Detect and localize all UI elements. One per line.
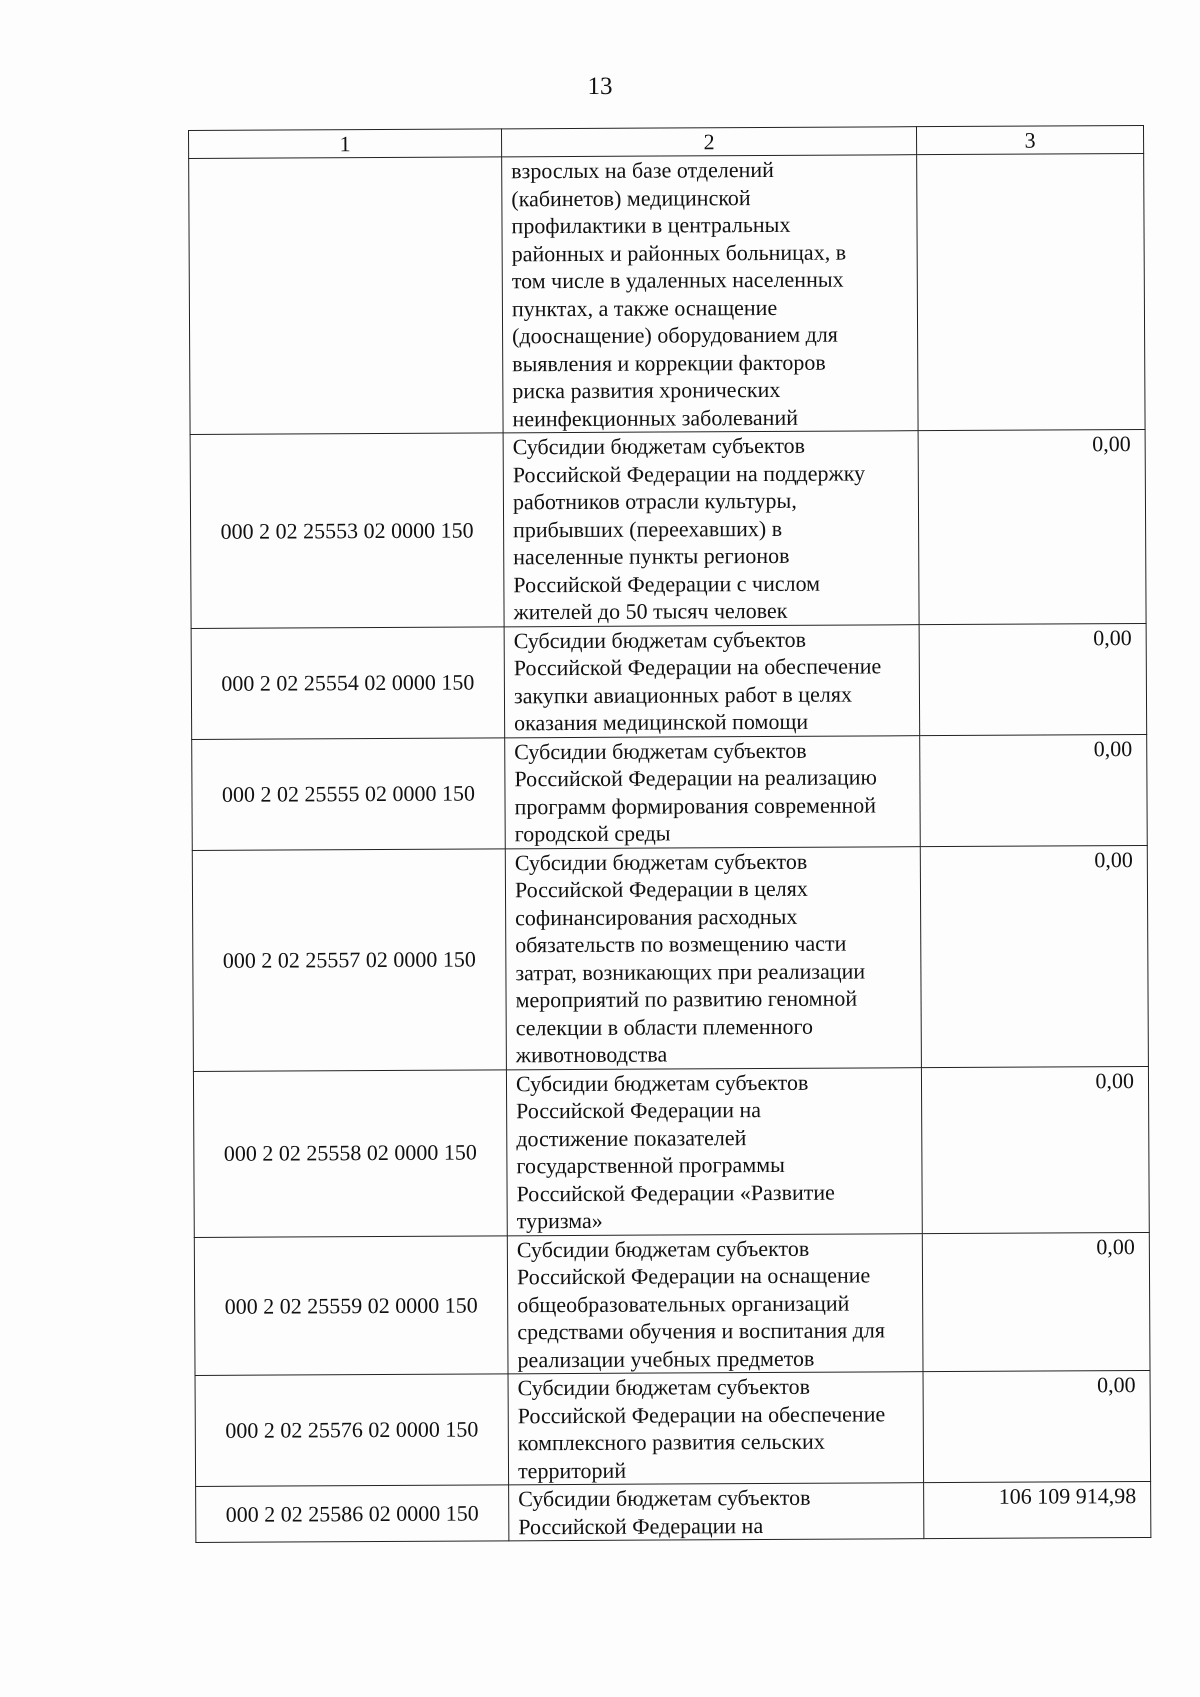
table-row	[191, 623, 1147, 739]
row-code	[189, 157, 503, 435]
row-amount: 0,00	[920, 845, 1148, 1067]
column-header-3: 3	[916, 125, 1143, 154]
row-amount	[917, 153, 1145, 430]
row-description	[505, 735, 921, 848]
row-code: 000 2 02 25586 02 0000 150	[196, 1485, 509, 1543]
row-description	[504, 624, 920, 737]
row-description	[502, 155, 918, 433]
row-description-text: Субсидии бюджетам субъектов Российской Федерации на обеспечение закупки авиационных работ в целях оказания медицинской помощи	[513, 626, 882, 736]
row-description-text: Субсидии бюджетам субъектов Российской Федерации на поддержку работников отрасли культуры, прибывших (переехавших) в населенные пункты регионов Российской Федерации с числом жителей до 50 тысяч человек	[512, 432, 866, 625]
row-code: 000 2 02 25557 02 0000 150	[192, 848, 506, 1071]
budget-table	[188, 125, 1151, 1543]
row-description-text: Субсидии бюджетам субъектов Российской Федерации в целях софинансирования расходных обязательств по возмещению части затрат, возникающих при реализации мероприятий по развитию геномной селекции в области племенного животноводства	[514, 848, 866, 1068]
column-header-1: 1	[189, 129, 502, 159]
row-description-text: Субсидии бюджетам субъектов Российской Федерации на оснащение общеобразовательных организаций средствами обучения и воспитания для реализации учебных предметов	[516, 1235, 886, 1372]
row-amount: 0,00	[923, 1370, 1151, 1482]
row-description-text: Субсидии бюджетам субъектов Российской Федерации на реализацию программ формирования современной городской среды	[514, 737, 878, 847]
column-header-2: 2	[501, 127, 916, 157]
table-row	[192, 845, 1148, 1071]
row-amount: 0,00	[922, 1232, 1150, 1372]
table-row	[190, 429, 1146, 627]
row-amount: 0,00	[920, 734, 1148, 846]
row-description-text: Субсидии бюджетам субъектов Российской Федерации на достижение показателей государственной программы Российской Федерации «Развитие туризма»	[515, 1069, 835, 1234]
table-row	[193, 1066, 1149, 1237]
table-row	[195, 1370, 1151, 1486]
table-row	[192, 734, 1148, 850]
row-description	[507, 1233, 923, 1374]
row-description	[503, 431, 919, 627]
row-code: 000 2 02 25559 02 0000 150	[194, 1235, 508, 1375]
row-code: 000 2 02 25558 02 0000 150	[193, 1069, 507, 1237]
table-row	[189, 153, 1145, 434]
row-amount: 0,00	[918, 429, 1146, 624]
table-row	[196, 1481, 1151, 1542]
row-description	[506, 1067, 922, 1235]
row-description-text: взрослых на базе отделений (кабинетов) медицинской профилактики в центральных районных и районных больницах, в том числе в удаленных населенных пунктах, а также оснащение (дооснащение) оборудованием для выявления и коррекции факторов риска развития хронических неинфекционных заболеваний	[511, 156, 847, 431]
row-amount: 106 109 914,98	[924, 1481, 1151, 1538]
row-description	[508, 1372, 924, 1485]
row-code: 000 2 02 25553 02 0000 150	[190, 433, 504, 628]
row-amount: 0,00	[919, 623, 1147, 735]
row-code: 000 2 02 25576 02 0000 150	[195, 1374, 509, 1487]
row-code: 000 2 02 25555 02 0000 150	[192, 737, 506, 850]
row-description-text: Субсидии бюджетам субъектов Российской Федерации на обеспечение комплексного развития сельских территорий	[517, 1373, 886, 1483]
row-description	[505, 846, 921, 1069]
row-description-text: Субсидии бюджетам субъектов Российской Федерации на	[518, 1484, 811, 1539]
row-description	[509, 1483, 924, 1541]
row-code: 000 2 02 25554 02 0000 150	[191, 626, 505, 739]
budget-table-wrapper	[188, 125, 1150, 1543]
row-amount: 0,00	[921, 1066, 1149, 1233]
table-row	[194, 1232, 1150, 1375]
page-number: 13	[587, 73, 613, 100]
